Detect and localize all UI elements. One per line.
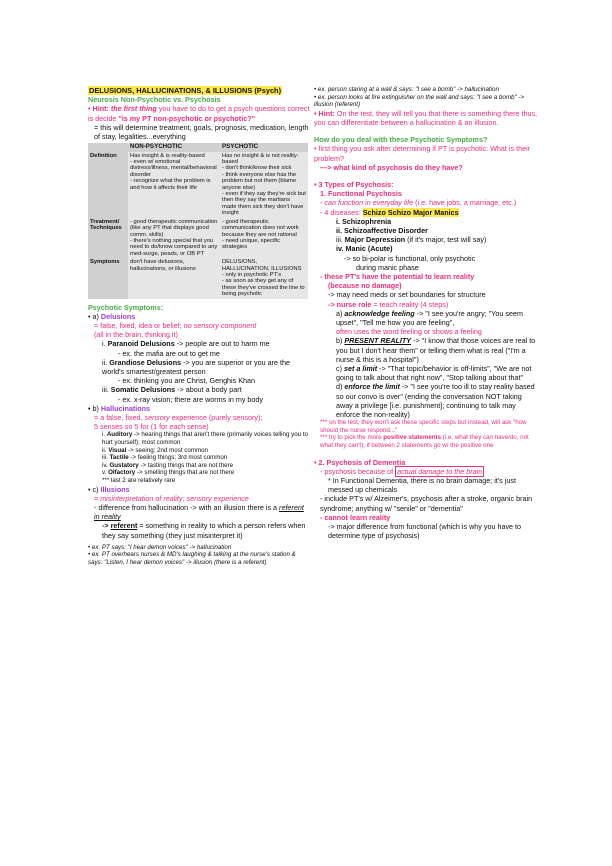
hint-paragraph: • Hint: On the test, they will tell you that there is something there thus, you can differentiate between a hallucination & an illusion. (314, 108, 538, 127)
referent-definition: -> referent = something in reality to which a person refers when they say something (they just misinterpret it) (102, 521, 306, 540)
list-item: i. Auditory -> hearing things that aren't there (primarily voices telling you to hurt yourself); most common (102, 431, 308, 446)
row-label: Treatment/ Techniques (88, 218, 128, 258)
step-item: c) set a limit -> "That topic/behavior is off-limits", "We are not going to talk about that right now", "Stop talking about that" (336, 364, 532, 383)
cell-psychotic: Has no insight & is not reality-based - don't think/know their sick - think everyone else has the problem but not them (blame anyone else) - even if they say they're sick but then they say the martians made them sick they don't have insight (220, 152, 308, 218)
hallucinations-definition: = a false, fixed, sensory experience (purely sensory); 5 senses so 5 for (1 for each sense) (94, 413, 263, 432)
learn-item: - these PT's have the potential to learn reality (320, 272, 475, 282)
table-header-row (88, 143, 308, 151)
dementia-item: - include PT's w/ Alzeimer's, psychosis after a stroke, organic brain syndrome; anything w/ "senile" or "dementia" (320, 494, 533, 513)
dementia-heading: • 2. Psychosis of Dementia (314, 457, 406, 467)
disease-item: iv. Manic (Acute) (336, 244, 393, 254)
dementia-item: - psychosis because of actual damage to the brain (320, 466, 483, 476)
hint-result: = this will determine treatment, goals, prognosis, medication, length of stay, legalities...everything (94, 122, 309, 142)
section-heading-neurosis: Neurosis Non-Psychotic vs. Psychosis (88, 95, 221, 105)
example-item: • ex. person looks at fire extinguisher on the wall and says: "I see a bomb" -> illusion (referent) (314, 93, 524, 109)
row-label: Definition (88, 152, 128, 218)
deal-item: —> what kind of psychosis do they have? (320, 162, 463, 172)
list-item: iv. Gustatory -> tasting things that are not there (102, 461, 234, 469)
cell-psychotic: - good therapeutic communication does not work because they are not rational - need unique, specific strategies (220, 218, 308, 258)
dementia-item: * In Functional Dementia, there is no brain damage; it's just messed up chemicals (328, 476, 516, 495)
table-row (88, 258, 308, 298)
list-item: ii. Grandiose Delusions -> you are superior or you are the world's smartest/greatest person (102, 357, 290, 376)
disease-item: ii. Schizoaffective Disorder (336, 226, 428, 236)
hint-paragraph: • Hint: the first thing you have to do to get a psych questions correct is decide "is my PT non-psychotic or psychotic?" (88, 104, 310, 123)
section-heading-symptoms: Psychotic Symptoms: (88, 302, 164, 312)
cell-non-psychotic: - good therapeutic communication (like any PT that displays good comm. skills) - there's nothing special that you need to do/know compared to any med-surge, peads, or OB PT (128, 218, 220, 258)
example-item: • ex. PT overhears nurses & MD's laughing & talking at the nurse's station & says: "Listen, I hear demon voices" -> illusion (there is a referent) (88, 551, 296, 566)
dementia-item: -> major difference from functional (which is why you have to determine type of psychosis) (328, 522, 522, 541)
document-title: DELUSIONS, HALLUCINATIONS, & ILLUSIONS (Psych) (89, 86, 282, 95)
deal-item: • first thing you ask after determining if PT is psychotic: What is their problem? (314, 144, 531, 163)
disease-note: -> so bi-polar is functional, only psychotic (344, 253, 476, 263)
comparison-table (88, 143, 308, 298)
section-heading-deal: How do you deal with these Psychotic Symptoms? (314, 135, 488, 145)
step-note: often uses the word feeling or shows a feeling (336, 327, 482, 337)
table-row (88, 218, 308, 258)
functional-item: - 4 diseases: Schizo Schizo Major Manics (320, 207, 459, 217)
disease-note: during manic phase (356, 262, 419, 272)
list-item: iii. Somatic Delusions -> about a body part (102, 385, 242, 395)
learn-item: -> may need meds or set boundaries for structure (328, 290, 486, 300)
dementia-item: - cannot learn reality (320, 512, 391, 522)
functional-item: - can function in everyday life (i.e. have jobs, a marriage, etc.) (320, 198, 517, 208)
cell-non-psychotic: don't have delusions, hallucinations, or illusions (128, 258, 220, 298)
types-heading: • 3 Types of Psychosis: (314, 180, 394, 189)
delusions-heading: • a) Delusions (88, 311, 136, 321)
list-item: v. Olfactory -> smelling things that are not there (102, 469, 235, 477)
nurse-role: -> nurse role = teach reality (4 steps) (328, 299, 449, 309)
step-item: d) enforce the limit -> "I see you're too ill to stay reality based so our convo is over" (ending the conversation NOT taking away a privilege [i.e. punishment]; continuing to talk may enforce the non-reality) (336, 382, 535, 420)
cell-non-psychotic: Has insight & is reality-based - even w/ emotional distress/illness, mental/behavioral disorder - recognize what the problem is and how it affects their life (128, 152, 220, 218)
example-item: • ex. PT says: "I hear demon voices" -> hallucination (88, 543, 232, 551)
cell-psychotic: DELUSIONS, HALLUCINATION, ILLUSIONS - only in psychotic PT's - as soon as they get any of these they've crossed the line to being psychotic (220, 258, 308, 298)
disease-item: iii. Major Depression (if it's major, test will say) (336, 235, 487, 245)
table-row (88, 152, 308, 218)
example-item: • ex. person staring at a wall & says: "I see a bomb" -> hallucination (314, 86, 499, 93)
list-item: iii. Tactile -> feeling things; 3rd most common (102, 454, 228, 462)
illusions-heading: • c) Illusions (88, 484, 130, 494)
row-label: Symptoms (88, 258, 128, 298)
learn-item: (because no damage) (328, 281, 402, 291)
col-header-non-psychotic: NON-PSYCHOTIC (128, 143, 220, 151)
step-item: b) PRESENT REALITY -> "I know that those voices are real to you but I don't hear them" or telling them what is real ("I'm a nurse & this is a hospital") (336, 336, 536, 364)
delusions-definition: = false, fixed, idea or belief; no sensory component (all in the brain, thinking it) (94, 320, 257, 340)
list-item-example: - ex. x-ray vision; there are worms in my body (118, 394, 263, 404)
left-column (88, 86, 310, 567)
right-column (314, 86, 538, 540)
step-item: a) acknowledge feeling -> "I see you're angry; "You seem upset", "Tell me how you are feeling", (336, 308, 523, 328)
functional-heading: 1. Functional Psychosis (320, 189, 402, 199)
illusions-difference: - difference from hallucination -> with an illusion there is a referent in reality (94, 502, 304, 522)
note: *** last 2 are relatively rare (102, 476, 176, 484)
note: *** try to pick the more positive statements (i.e. what they can have/do, not what they can't); if between 2 statements go w/ the positive one (320, 434, 529, 450)
illusions-definition: = misinterpretation of reality; sensory experience (94, 493, 249, 503)
note: *** on the test, they won't ask these specific steps but instead, will ask "how should the nurse respond..." (320, 419, 527, 434)
list-item-example: - ex. thinking you are Christ, Genghis Khan (118, 376, 256, 386)
list-item: ii. Visual -> seeing; 2nd most common (102, 446, 208, 454)
list-item-example: - ex. the mafia are out to get me (118, 348, 220, 358)
hallucinations-heading: • b) Hallucinations (88, 403, 151, 413)
col-header-psychotic: PSYCHOTIC (220, 143, 308, 151)
disease-item: i. Schizophrenia (336, 216, 392, 226)
list-item: i. Paranoid Delusions -> people are out to harm me (102, 339, 270, 349)
